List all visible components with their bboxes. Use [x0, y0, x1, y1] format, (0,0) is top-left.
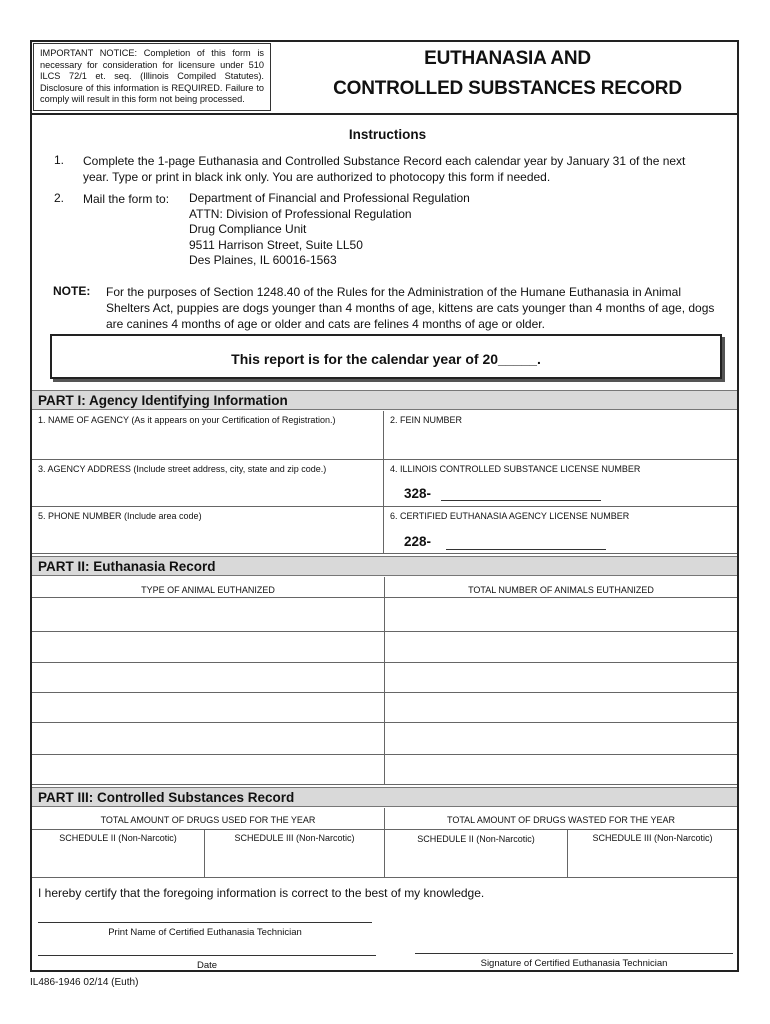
license-blank-line — [446, 549, 606, 550]
calendar-year-text: This report is for the calendar year of 20_____. — [231, 351, 541, 367]
instructions-heading: Instructions — [348, 127, 427, 142]
column-divider — [204, 830, 205, 878]
title-divider — [30, 113, 739, 115]
animal-type-column-header: TYPE OF ANIMAL EUTHANIZED — [141, 585, 275, 595]
date-line[interactable] — [38, 955, 376, 956]
note-label: NOTE: — [53, 284, 91, 298]
address-line: Des Plaines, IL 60016-1563 — [189, 253, 337, 268]
part-2-heading: PART II: Euthanasia Record — [32, 556, 737, 576]
phone-number-field[interactable] — [32, 507, 384, 554]
mailing-address — [189, 191, 470, 269]
euthanasia-agency-license-field[interactable] — [384, 507, 737, 554]
form-identifier: IL486-1946 02/14 (Euth) — [30, 977, 139, 988]
agency-address-label: 3. AGENCY ADDRESS (Include street address, city, state and zip code.) — [38, 464, 327, 474]
agency-name-label: 1. NAME OF AGENCY (As it appears on your Certification of Registration.) — [38, 415, 336, 425]
signature-line[interactable] — [415, 953, 733, 954]
title-line-2: CONTROLLED SUBSTANCES RECORD — [333, 78, 682, 99]
address-line: Department of Financial and Professional Regulation — [189, 191, 470, 205]
column-divider — [384, 808, 385, 878]
note-text: For the purposes of Section 1248.40 of the Rules for the Administration of the Humane Euthanasia in Animal Shelters Act, puppies are dogs younger than 4 months of age, kittens are cats younger than 4 months of age, dogs are canines 4 months of age or older and cats are felines 4 months of age or older. — [106, 285, 715, 331]
euthanasia-agency-license-label: 6. CERTIFIED EUTHANASIA AGENCY LICENSE NUMBER — [390, 511, 630, 521]
step-2-number: 2. — [54, 191, 65, 205]
license-prefix-328: 328- — [404, 486, 432, 501]
license-blank-line — [441, 500, 601, 501]
wasted-schedule-iii-header: SCHEDULE III (Non-Narcotic) — [592, 833, 713, 843]
license-prefix-228: 228- — [404, 534, 432, 549]
agency-name-field[interactable] — [32, 411, 384, 460]
address-line: ATTN: Division of Professional Regulation — [189, 206, 412, 221]
signature-label: Signature of Certified Euthanasia Technician — [480, 958, 668, 969]
column-divider — [384, 577, 385, 785]
agency-address-field[interactable] — [32, 460, 384, 507]
column-divider — [567, 830, 568, 878]
step-1-number: 1. — [54, 153, 65, 167]
title-line-1: EUTHANASIA AND — [424, 48, 591, 69]
phone-number-label: 5. PHONE NUMBER (Include area code) — [38, 511, 202, 521]
address-line: 9511 Harrison Street, Suite LL50 — [189, 237, 363, 252]
print-name-line[interactable] — [38, 922, 372, 923]
used-schedule-ii-header: SCHEDULE II (Non-Narcotic) — [59, 833, 177, 843]
drugs-used-header: TOTAL AMOUNT OF DRUGS USED FOR THE YEAR — [100, 815, 316, 825]
controlled-substance-license-label: 4. ILLINOIS CONTROLLED SUBSTANCE LICENSE NUMBER — [390, 464, 641, 474]
part-3-heading: PART III: Controlled Substances Record — [32, 787, 737, 807]
print-name-label: Print Name of Certified Euthanasia Technician — [108, 927, 302, 938]
part-1-heading: PART I: Agency Identifying Information — [32, 390, 737, 410]
form-title — [280, 44, 735, 104]
certification-statement: I hereby certify that the foregoing information is correct to the best of my knowledge. — [38, 886, 485, 900]
fein-number-label: 2. FEIN NUMBER — [390, 415, 463, 425]
date-label: Date — [196, 960, 218, 971]
animal-total-column-header: TOTAL NUMBER OF ANIMALS EUTHANIZED — [468, 585, 654, 595]
fein-number-field[interactable] — [384, 411, 737, 460]
step-2-text: Mail the form to: — [83, 192, 170, 206]
address-line: Drug Compliance Unit — [189, 222, 307, 237]
used-schedule-iii-header: SCHEDULE III (Non-Narcotic) — [234, 833, 355, 843]
wasted-schedule-ii-header: SCHEDULE II (Non-Narcotic) — [417, 834, 535, 844]
calendar-year-box[interactable] — [50, 334, 722, 379]
drugs-wasted-header: TOTAL AMOUNT OF DRUGS WASTED FOR THE YEAR — [446, 815, 676, 825]
step-1-text: Complete the 1-page Euthanasia and Controlled Substance Record each calendar year by January 31 of the next year. Type or print in black ink only. You are authorized to photocopy this form if needed. — [83, 154, 686, 184]
important-notice: IMPORTANT NOTICE: Completion of this form is necessary for consideration for licensure under 510 ILCS 72/1 et. seq. (Illinois Compiled Statutes). Disclosure of this information is REQUIRED. Failure to comply will result in this form not being processed. — [33, 43, 271, 111]
